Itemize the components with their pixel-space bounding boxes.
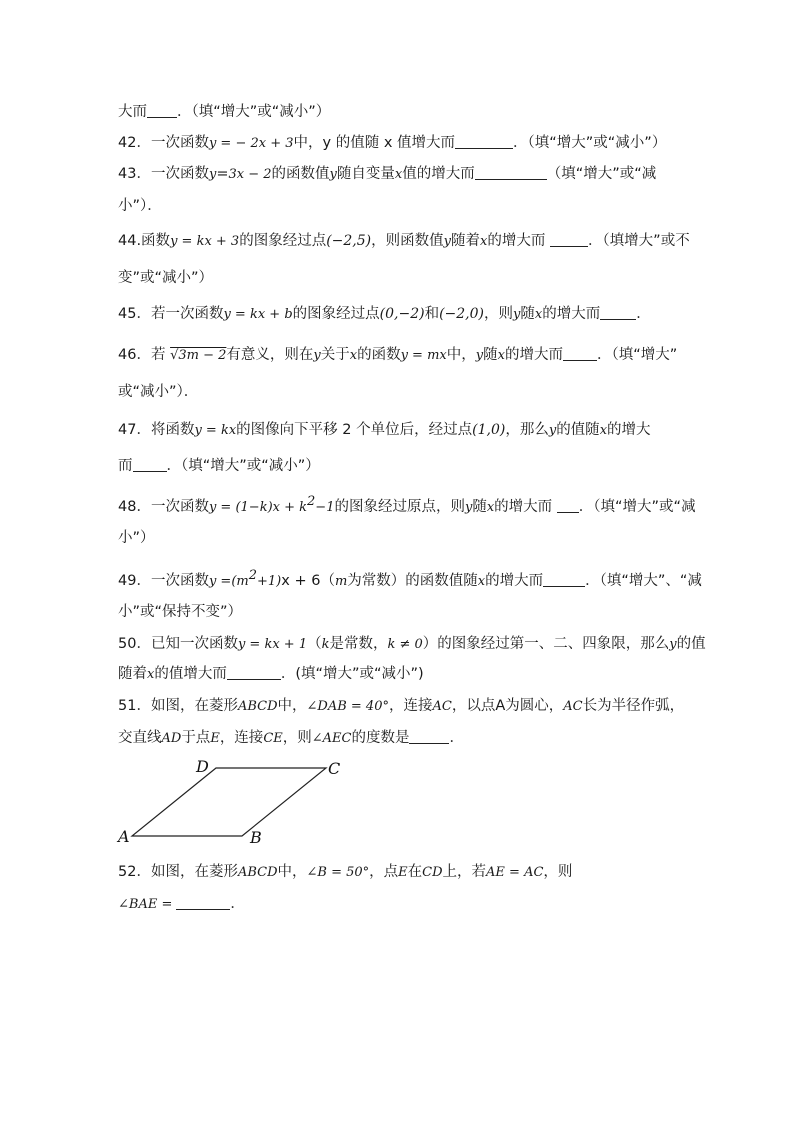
text: 的增大 [607,422,651,438]
problem-43-cont [118,196,162,216]
answer-blank[interactable] [227,665,281,680]
math: k ≠ 0 [387,637,423,652]
text: 47．将函数 [118,422,195,438]
math: y = [208,573,232,589]
problem-48 [118,492,696,518]
answer-blank[interactable] [409,729,449,744]
math: AE = AC [486,865,544,880]
text: 或“减小”）． [118,384,199,400]
text: 是常数， [329,636,388,652]
text: 随着 [450,233,480,249]
text: 中， [277,864,307,880]
problem-44-cont [118,268,213,288]
math: +1) [257,573,282,589]
label-b: B [250,828,262,847]
problem-47 [118,420,651,441]
problem-50-cont [118,664,424,685]
math: (m [231,573,249,589]
text: 的增大而 [485,572,544,589]
math: y = kx + 3 [170,234,240,249]
math: 3x − 2 [228,167,272,182]
math: x [599,423,608,438]
text: 交直线 [118,730,162,746]
math: y [313,348,321,363]
text: ，点 [369,864,399,880]
text: 变”或“减小”） [118,270,214,286]
math: y = kx + b [223,307,293,322]
answer-blank[interactable] [455,134,513,149]
math: ∠AEC [311,731,352,746]
text: ．（填增大”或不 [587,233,690,249]
problem-50 [118,634,706,655]
text: 50．已知一次函数 [118,636,238,652]
problem-49-cont [118,602,242,622]
text: 的值 [676,636,706,652]
problem-49 [118,566,702,592]
text: 的图像向下平移 2 个单位后，经过点 [236,422,473,438]
problem-52 [118,862,572,883]
text: 的值增大而 [154,666,227,682]
text: 随 [520,306,535,322]
math: −1 [315,499,335,515]
text: 的增大而 [487,233,550,249]
math: (−2,5) [326,233,372,249]
math: (1,0) [472,422,506,438]
text: 值的增大而 [402,166,475,182]
answer-blank[interactable] [563,346,597,361]
text: 52．如图，在菱形 [118,864,238,880]
text: 中，y 的值随 x 值增大而 [293,135,456,151]
math: y [208,167,217,182]
math: y [513,307,521,322]
problem-52-cont [118,894,245,915]
math: ∠BAE = [118,897,173,912]
text: ，则 [484,306,513,322]
math: ∠B = 50° [306,865,370,880]
math: x [534,307,543,322]
text: ，则函数值 [371,233,444,249]
answer-blank[interactable] [475,165,547,180]
math: y [329,167,337,182]
text: ，以点A为圆心， [451,698,564,714]
text: 的增大而 [542,306,601,322]
math-exponent: 2 [307,494,316,509]
text: x + 6（ [281,572,335,589]
text: ，那么 [505,422,549,438]
math-sqrt: √3m − 2 [170,348,227,363]
answer-blank[interactable] [133,457,167,472]
text: 的图象经过点 [292,306,380,322]
answer-blank[interactable] [543,572,585,587]
math: x [477,573,486,589]
problem-45 [118,304,651,325]
math: y [464,499,473,515]
math-exponent: 2 [248,568,258,583]
rhombus-figure [110,752,360,852]
math: y = kx [194,423,237,438]
text: 关于 [320,347,350,363]
math: (0,−2) [379,306,425,322]
problem-51-cont [118,728,464,749]
math: AC [432,699,452,714]
math: y = (1−k)x + k [208,499,308,515]
text: 随着 [118,666,147,682]
label-d: D [196,757,209,776]
text: （填“增大”或“减 [546,166,657,182]
label-a: A [118,827,130,846]
math: y = − 2x + 3 [208,136,294,151]
text: 小”）． [118,198,162,214]
answer-blank[interactable] [600,305,636,320]
text: 小”或“保持不变”） [118,604,243,620]
text: = [216,166,229,182]
math: y [548,423,557,438]
text: 中， [446,347,476,363]
text: ．（填“增大”或“减 [578,498,696,515]
text: ．（填“增大”、“减 [585,572,702,589]
text: 的函数 [357,347,401,363]
text: ）的图象经过第一、二、四象限，那么 [422,636,670,652]
math: x [394,167,403,182]
answer-blank[interactable] [550,232,588,247]
text: 的度数是 [351,730,410,746]
text: 45．若一次函数 [118,306,224,322]
text: ． [230,896,245,912]
problem-48-cont [118,528,155,548]
math: E [398,865,408,880]
math: x [486,499,495,515]
problem-51 [118,696,684,717]
text: ．（填“增大”或“减小”） [166,458,320,474]
text: 和 [424,306,440,322]
text: 为常数）的函数值随 [347,572,478,589]
text: 的图象经过原点，则 [334,498,465,515]
text: ．（填“增大”或“减小”） [177,104,331,120]
text: ，则 [282,730,312,746]
math: y = kx + 1 [237,637,308,652]
text: 44.函数 [118,233,171,249]
rhombus-abcd [132,768,326,836]
answer-blank[interactable] [147,103,177,118]
math: x [147,667,155,682]
math: m [334,573,348,589]
math: x [479,234,488,249]
math: y [669,637,677,652]
text: 的值随 [556,422,600,438]
text: 大而 [118,104,147,120]
math: ABCD [237,699,278,714]
text: 48．一次函数 [118,498,209,515]
text: ．(填“增大”或“减小”) [280,666,424,682]
text: 随 [472,498,487,515]
text: 有意义，则在 [226,347,314,363]
text: 于点 [181,730,211,746]
text: 中， [277,698,307,714]
math: k [321,637,330,652]
text: 随 [483,347,498,363]
problem-44 [118,231,690,252]
text: 51．如图，在菱形 [118,698,238,714]
text: ． [636,306,651,322]
text: 上，若 [442,864,487,880]
math: x [497,348,505,363]
text: 而 [118,458,133,474]
math: y [475,348,484,363]
text: 43．一次函数 [118,166,209,182]
text: （ [307,636,322,652]
text: ．（填“增大”或“减小”） [513,135,667,151]
text: 的增大而 [504,347,563,363]
math: y [443,234,451,249]
text: 42．一次函数 [118,135,209,151]
text: 49．一次函数 [118,572,209,589]
problem-46-cont [118,382,198,402]
math: y = mx [400,348,447,363]
text: 在 [407,864,423,880]
text: ．（填“增大” [596,347,678,363]
math: x [349,348,358,363]
text: 46．若 [118,347,171,363]
math: ABCD [237,865,278,880]
problem-41-cont [118,102,330,122]
math: AC [563,699,583,714]
problem-46 [118,345,677,366]
text: ，连接 [388,698,433,714]
text: 随自变量 [336,166,395,182]
answer-blank[interactable] [176,895,230,910]
math: AD [161,731,182,746]
math: (−2,0) [439,306,484,322]
problem-42 [118,133,666,154]
math: CD [422,865,443,880]
text: 长为半径作弧， [582,698,685,714]
text: ，连接 [219,730,264,746]
text: 的函数值 [271,166,330,182]
text: 的图象经过点 [239,233,327,249]
text: ． [449,730,464,746]
math: E [210,731,220,746]
problem-43 [118,164,656,185]
label-c: C [328,759,341,778]
answer-blank[interactable] [557,498,579,513]
math: CE [263,731,283,746]
text: 的增大而 [494,498,557,515]
text: ，则 [543,864,573,880]
math: ∠DAB = 40° [306,699,389,714]
text: 小”） [118,530,155,546]
problem-47-cont [118,456,320,476]
